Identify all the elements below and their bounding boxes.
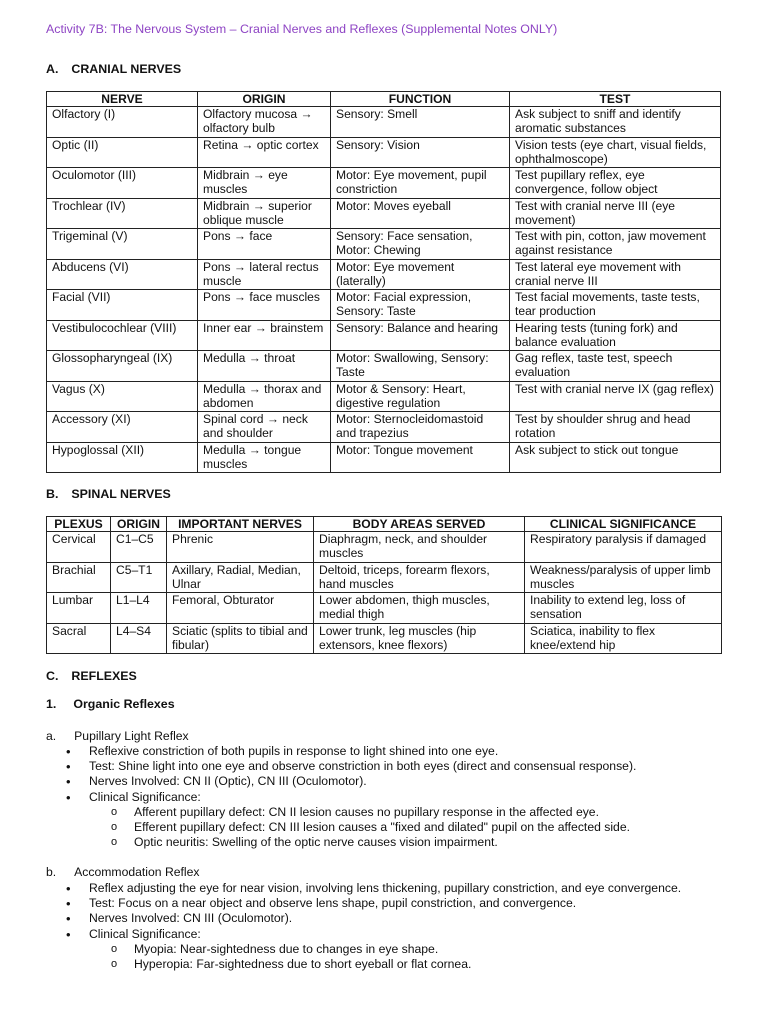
table-row bbox=[47, 259, 721, 290]
table-cell: C1–C5 bbox=[111, 532, 167, 563]
section-a-heading bbox=[46, 62, 181, 76]
table-cell: Motor: Tongue movement bbox=[331, 442, 510, 473]
list-item: • Test: Shine light into one eye and observe constriction in both eyes (direct and consensual response). bbox=[66, 759, 636, 774]
table-cell: Spinal cord → neck and shoulder bbox=[198, 412, 331, 443]
section-c-heading bbox=[46, 669, 137, 683]
table-cell: Ask subject to sniff and identify aromatic substances bbox=[510, 107, 721, 138]
table-cell: L1–L4 bbox=[111, 593, 167, 624]
table-cell: Medulla → tongue muscles bbox=[198, 442, 331, 473]
table-cell: Gag reflex, taste test, speech evaluation bbox=[510, 351, 721, 382]
table-row bbox=[47, 168, 721, 199]
table-cell: Test by shoulder shrug and head rotation bbox=[510, 412, 721, 443]
table-cell: Lumbar bbox=[47, 593, 111, 624]
table-row bbox=[47, 442, 721, 473]
table-cell: Sciatic (splits to tibial and fibular) bbox=[167, 623, 314, 654]
table-cell: Motor: Sternocleidomastoid and trapezius bbox=[331, 412, 510, 443]
sub-list-item: o Optic neuritis: Swelling of the optic nerve causes vision impairment. bbox=[111, 835, 636, 850]
sub-list-item: o Efferent pupillary defect: CN III lesion causes a "fixed and dilated" pupil on the affected side. bbox=[111, 820, 636, 835]
table-cell: Phrenic bbox=[167, 532, 314, 563]
organic-reflexes-heading bbox=[46, 697, 175, 711]
table-cell: Hypoglossal (XII) bbox=[47, 442, 198, 473]
table-cell: Test with pin, cotton, jaw movement against resistance bbox=[510, 229, 721, 260]
table-row bbox=[47, 623, 722, 654]
table-row bbox=[47, 593, 722, 624]
reflex-a-heading bbox=[46, 729, 189, 743]
table-row bbox=[47, 290, 721, 321]
spinal-col-header: CLINICAL SIGNIFICANCE bbox=[525, 517, 722, 532]
table-cell: Ask subject to stick out tongue bbox=[510, 442, 721, 473]
table-cell: Motor: Facial expression, Sensory: Taste bbox=[331, 290, 510, 321]
table-cell: Oculomotor (III) bbox=[47, 168, 198, 199]
table-cell: Midbrain → superior oblique muscle bbox=[198, 198, 331, 229]
spinal-header-row bbox=[47, 517, 722, 532]
table-cell: Olfactory mucosa → olfactory bulb bbox=[198, 107, 331, 138]
reflex-b-subbullets bbox=[111, 942, 681, 972]
table-cell: Lower abdomen, thigh muscles, medial thigh bbox=[314, 593, 525, 624]
section-b-title: SPINAL NERVES bbox=[71, 487, 171, 501]
table-cell: Test facial movements, taste tests, tear production bbox=[510, 290, 721, 321]
section-c-label: C. bbox=[46, 669, 59, 683]
table-cell: Femoral, Obturator bbox=[167, 593, 314, 624]
table-cell: Hearing tests (tuning fork) and balance evaluation bbox=[510, 320, 721, 351]
table-cell: Test with cranial nerve IX (gag reflex) bbox=[510, 381, 721, 412]
sub-list-item: o Myopia: Near-sightedness due to changes in eye shape. bbox=[111, 942, 681, 957]
table-cell: Motor: Eye movement, pupil constriction bbox=[331, 168, 510, 199]
table-cell: Glossopharyngeal (IX) bbox=[47, 351, 198, 382]
reflex-a-subbullets bbox=[111, 805, 636, 851]
table-cell: Inability to extend leg, loss of sensation bbox=[525, 593, 722, 624]
cranial-col-header: TEST bbox=[510, 92, 721, 107]
subsection-title: Organic Reflexes bbox=[73, 697, 175, 711]
table-cell: Sensory: Balance and hearing bbox=[331, 320, 510, 351]
table-cell: Motor & Sensory: Heart, digestive regulation bbox=[331, 381, 510, 412]
section-a-label: A. bbox=[46, 62, 59, 76]
sub-list-item: o Afferent pupillary defect: CN II lesion causes no pupillary response in the affected eye. bbox=[111, 805, 636, 820]
table-cell: Motor: Moves eyeball bbox=[331, 198, 510, 229]
table-cell: Abducens (VI) bbox=[47, 259, 198, 290]
table-cell: Medulla → throat bbox=[198, 351, 331, 382]
section-a-title: CRANIAL NERVES bbox=[71, 62, 182, 76]
table-cell: Diaphragm, neck, and shoulder muscles bbox=[314, 532, 525, 563]
table-cell: Vagus (X) bbox=[47, 381, 198, 412]
table-cell: Deltoid, triceps, forearm flexors, hand muscles bbox=[314, 562, 525, 593]
table-cell: Accessory (XI) bbox=[47, 412, 198, 443]
table-cell: Inner ear → brainstem bbox=[198, 320, 331, 351]
table-cell: Lower trunk, leg muscles (hip extensors, knee flexors) bbox=[314, 623, 525, 654]
reflex-a-letter: a. bbox=[46, 729, 57, 743]
spinal-nerves-table bbox=[46, 516, 722, 654]
cranial-col-header: FUNCTION bbox=[331, 92, 510, 107]
table-cell: Pons → face muscles bbox=[198, 290, 331, 321]
reflex-a-title: Pupillary Light Reflex bbox=[74, 729, 189, 743]
reflex-b-bullets bbox=[66, 881, 681, 972]
table-cell: Axillary, Radial, Median, Ulnar bbox=[167, 562, 314, 593]
table-cell: Olfactory (I) bbox=[47, 107, 198, 138]
table-cell: Sensory: Smell bbox=[331, 107, 510, 138]
list-item: • Test: Focus on a near object and observe lens shape, pupil constriction, and convergence. bbox=[66, 896, 681, 911]
list-item: • Nerves Involved: CN II (Optic), CN III (Oculomotor). bbox=[66, 774, 636, 789]
list-item bbox=[66, 927, 681, 973]
table-cell: Motor: Swallowing, Sensory: Taste bbox=[331, 351, 510, 382]
table-cell: Optic (II) bbox=[47, 137, 198, 168]
list-item: • Nerves Involved: CN III (Oculomotor). bbox=[66, 911, 681, 926]
table-cell: Brachial bbox=[47, 562, 111, 593]
table-cell: Pons → face bbox=[198, 229, 331, 260]
table-cell: Motor: Eye movement (laterally) bbox=[331, 259, 510, 290]
subsection-number: 1. bbox=[46, 697, 57, 711]
section-c-title: REFLEXES bbox=[71, 669, 137, 683]
table-cell: Retina → optic cortex bbox=[198, 137, 331, 168]
reflex-b-title: Accommodation Reflex bbox=[74, 865, 200, 879]
reflex-b-heading bbox=[46, 865, 200, 879]
document-title: Activity 7B: The Nervous System – Cranial Nerves and Reflexes (Supplemental Notes ONLY) bbox=[46, 22, 558, 36]
spinal-col-header: IMPORTANT NERVES bbox=[167, 517, 314, 532]
table-cell: Trigeminal (V) bbox=[47, 229, 198, 260]
table-cell: Midbrain → eye muscles bbox=[198, 168, 331, 199]
table-cell: Sensory: Face sensation, Motor: Chewing bbox=[331, 229, 510, 260]
section-b-label: B. bbox=[46, 487, 59, 501]
table-cell: Test lateral eye movement with cranial nerve III bbox=[510, 259, 721, 290]
list-item: • Reflex adjusting the eye for near vision, involving lens thickening, pupillary constriction, and eye convergence. bbox=[66, 881, 681, 896]
clinical-significance-label: Clinical Significance: bbox=[89, 926, 201, 941]
sub-list-item: o Hyperopia: Far-sightedness due to short eyeball or flat cornea. bbox=[111, 957, 681, 972]
table-cell: Cervical bbox=[47, 532, 111, 563]
spinal-col-header: PLEXUS bbox=[47, 517, 111, 532]
list-item bbox=[66, 790, 636, 851]
table-cell: Trochlear (IV) bbox=[47, 198, 198, 229]
table-row bbox=[47, 229, 721, 260]
table-row bbox=[47, 562, 722, 593]
table-cell: Vestibulocochlear (VIII) bbox=[47, 320, 198, 351]
table-cell: Respiratory paralysis if damaged bbox=[525, 532, 722, 563]
table-cell: Sacral bbox=[47, 623, 111, 654]
table-cell: Medulla → thorax and abdomen bbox=[198, 381, 331, 412]
list-item: • Reflexive constriction of both pupils in response to light shined into one eye. bbox=[66, 744, 636, 759]
table-cell: Pons → lateral rectus muscle bbox=[198, 259, 331, 290]
table-cell: Weakness/paralysis of upper limb muscles bbox=[525, 562, 722, 593]
table-row bbox=[47, 381, 721, 412]
spinal-col-header: ORIGIN bbox=[111, 517, 167, 532]
table-row bbox=[47, 412, 721, 443]
spinal-col-header: BODY AREAS SERVED bbox=[314, 517, 525, 532]
table-cell: C5–T1 bbox=[111, 562, 167, 593]
cranial-nerves-table bbox=[46, 91, 721, 473]
table-cell: L4–S4 bbox=[111, 623, 167, 654]
table-row bbox=[47, 137, 721, 168]
table-row bbox=[47, 198, 721, 229]
table-row bbox=[47, 107, 721, 138]
table-cell: Test with cranial nerve III (eye movement) bbox=[510, 198, 721, 229]
clinical-significance-label: Clinical Significance: bbox=[89, 789, 201, 804]
table-row bbox=[47, 351, 721, 382]
table-cell: Sciatica, inability to flex knee/extend hip bbox=[525, 623, 722, 654]
cranial-col-header: ORIGIN bbox=[198, 92, 331, 107]
cranial-header-row bbox=[47, 92, 721, 107]
section-b-heading bbox=[46, 487, 171, 501]
table-row bbox=[47, 532, 722, 563]
reflex-b-letter: b. bbox=[46, 865, 57, 879]
table-cell: Vision tests (eye chart, visual fields, ophthalmoscope) bbox=[510, 137, 721, 168]
table-cell: Test pupillary reflex, eye convergence, follow object bbox=[510, 168, 721, 199]
reflex-a-bullets bbox=[66, 744, 636, 850]
table-cell: Facial (VII) bbox=[47, 290, 198, 321]
cranial-col-header: NERVE bbox=[47, 92, 198, 107]
table-cell: Sensory: Vision bbox=[331, 137, 510, 168]
table-row bbox=[47, 320, 721, 351]
